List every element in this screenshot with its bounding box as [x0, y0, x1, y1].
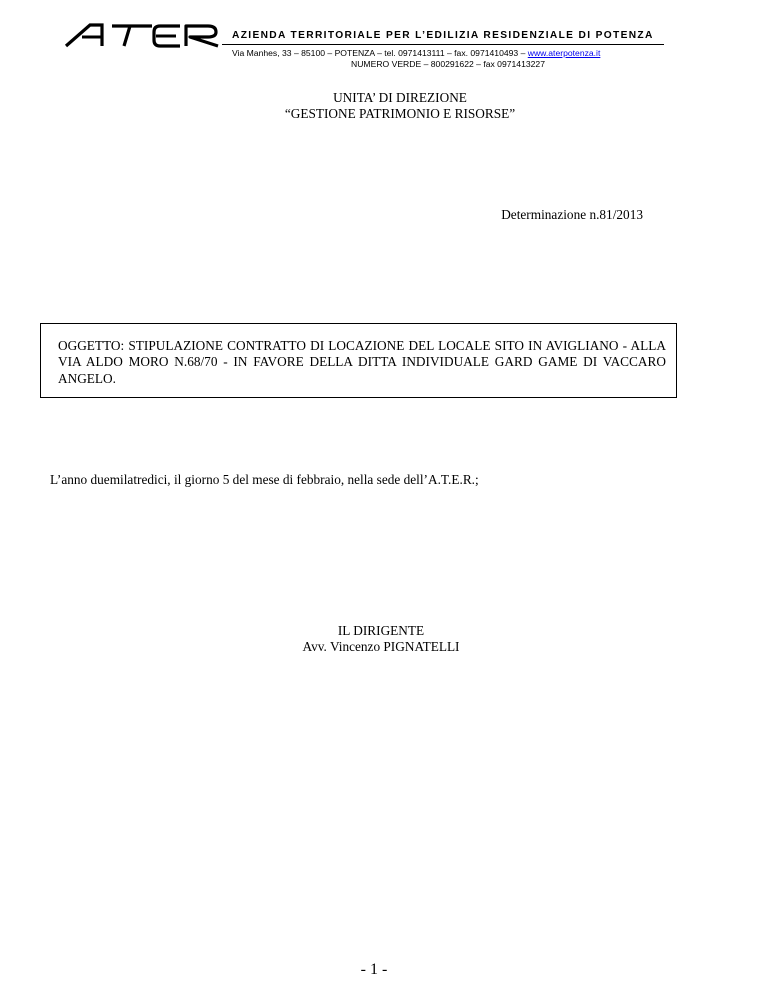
organization-address: [232, 48, 600, 58]
unit-title: [200, 90, 600, 122]
ater-logo: [62, 22, 222, 48]
subject-box: [40, 323, 677, 398]
address-text: Via Manhes, 33 – 85100 – POTENZA – tel. 0971413111 – fax. 0971410493 –: [232, 48, 528, 58]
signature-block: [200, 623, 562, 655]
page-number: - 1 -: [360, 961, 388, 978]
subject-text: OGGETTO: STIPULAZIONE CONTRATTO DI LOCAZIONE DEL LOCALE SITO IN AVIGLIANO - ALLA VIA ALDO MORO N.68/70 - IN FAVORE DELLA DITTA INDIVIDUALE GARD GAME DI VACCARO ANGELO.: [58, 338, 666, 386]
header-divider: [222, 44, 664, 45]
website-link[interactable]: www.aterpotenza.it: [527, 48, 601, 58]
signature-name: Avv. Vincenzo PIGNATELLI: [302, 639, 460, 654]
unit-title-line-2: “GESTIONE PATRIMONIO E RISORSE”: [284, 106, 516, 121]
phone-fax-line: NUMERO VERDE – 800291622 – fax 0971413227: [351, 59, 545, 69]
unit-title-line-1: UNITA’ DI DIREZIONE: [333, 90, 467, 105]
organization-name: AZIENDA TERRITORIALE PER L’EDILIZIA RESIDENZIALE DI POTENZA: [232, 30, 654, 41]
determination-number: Determinazione n.81/2013: [501, 207, 643, 222]
intro-paragraph: L’anno duemilatredici, il giorno 5 del mese di febbraio, nella sede dell’A.T.E.R.;: [50, 472, 479, 487]
signature-title: IL DIRIGENTE: [337, 623, 425, 638]
